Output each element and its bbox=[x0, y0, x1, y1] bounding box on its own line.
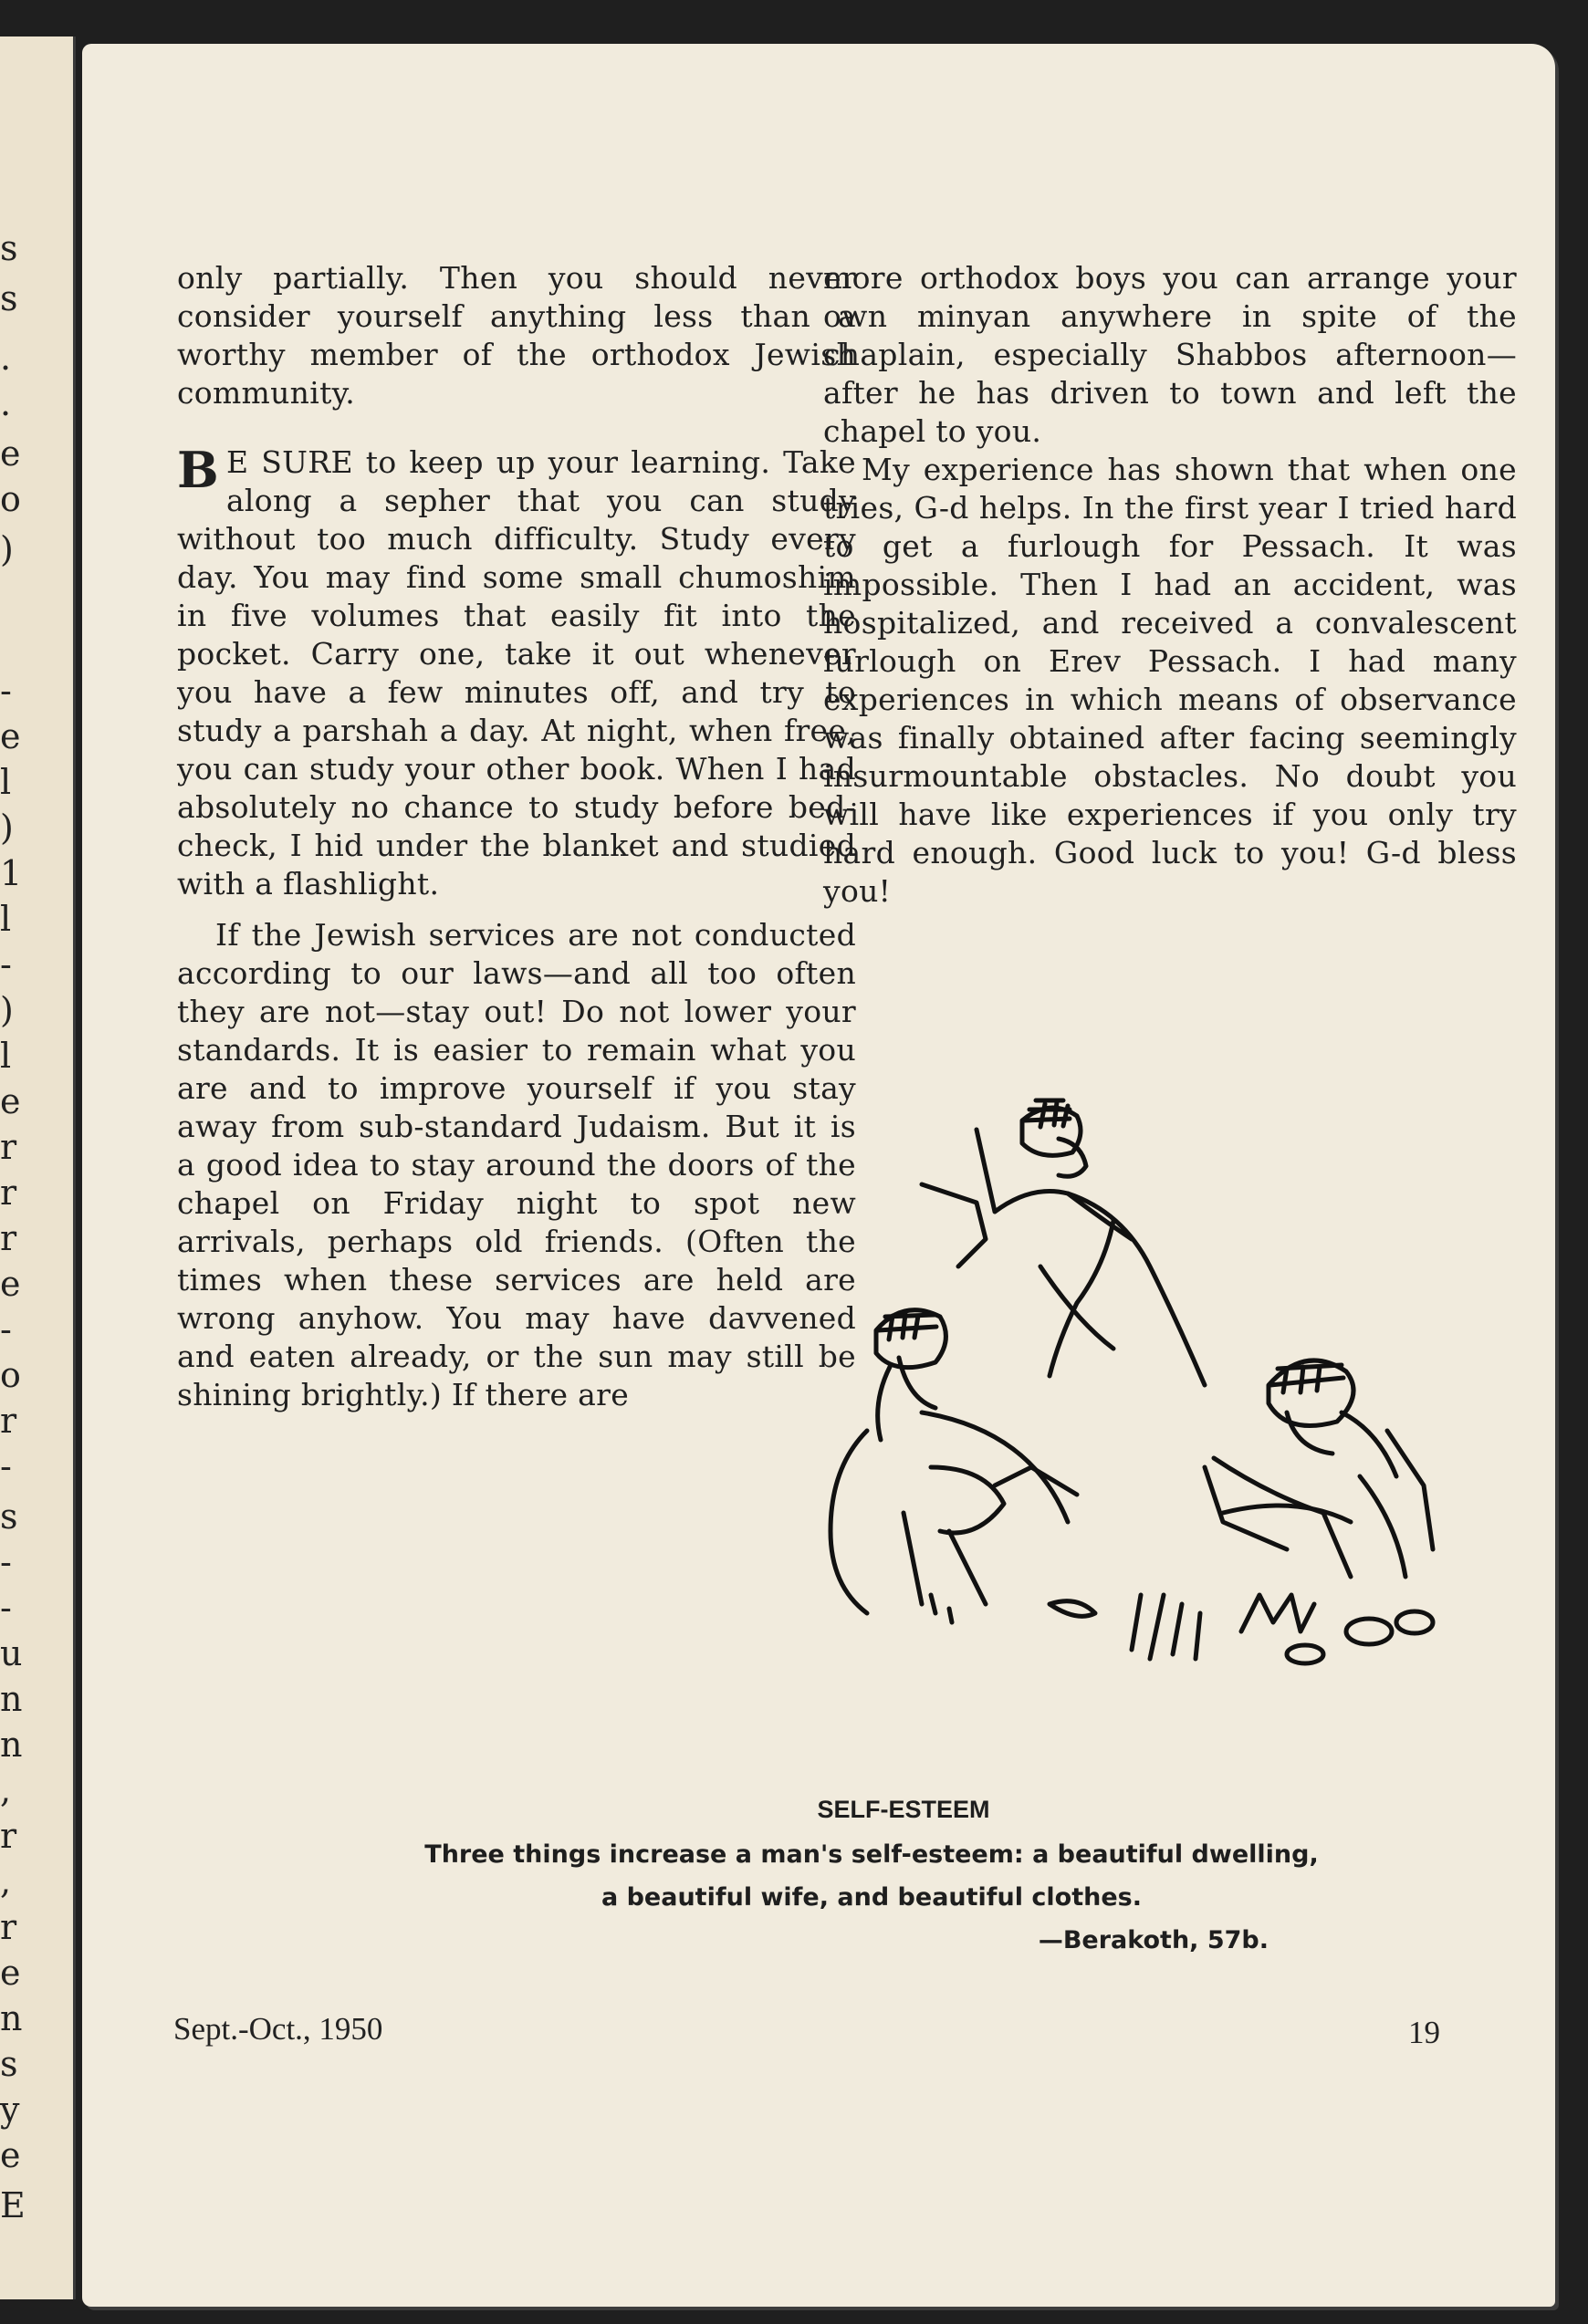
facing-page-edge bbox=[0, 36, 76, 2299]
facing-page-fragment: e bbox=[0, 2135, 21, 2175]
facing-page-fragment: s bbox=[0, 228, 18, 268]
facing-page-fragment: 1 bbox=[0, 853, 23, 893]
facing-page-fragment: - bbox=[0, 944, 12, 985]
paragraph-continued: only partially. Then you should never consider yourself anything less than a worthy member of the orthodox Jewish community. bbox=[177, 260, 856, 411]
magazine-page bbox=[82, 44, 1555, 2307]
facing-page-fragment: l bbox=[0, 899, 12, 939]
facing-page-fragment: ) bbox=[0, 529, 14, 569]
soldiers-illustration bbox=[812, 1084, 1506, 1704]
facing-page-fragment: , bbox=[0, 1770, 12, 1810]
facing-page-fragment: . bbox=[0, 338, 12, 378]
seated-soldier-figure bbox=[831, 1310, 1077, 1613]
facing-page-fragment: s bbox=[0, 1496, 18, 1537]
paragraph-minyan: more orthodox boys you can arrange your own minyan anywhere in spite of the chaplain, especially Shabbos afternoon—after he has driven to town and left the chapel to you. bbox=[823, 260, 1517, 449]
facing-page-fragment: n bbox=[0, 1998, 23, 2038]
paragraph-be-sure bbox=[177, 443, 856, 903]
facing-page-fragment: r bbox=[0, 1218, 17, 1258]
quote-title: SELF-ESTEEM bbox=[817, 1796, 990, 1823]
drop-cap-letter: B bbox=[177, 441, 219, 499]
self-esteem-quote bbox=[374, 1796, 1323, 1954]
facing-page-fragment: - bbox=[0, 1542, 12, 1582]
facing-page-fragment: r bbox=[0, 1127, 17, 1167]
page-number: 19 bbox=[1408, 2015, 1440, 2050]
facing-page-fragment: . bbox=[0, 383, 12, 423]
facing-page-fragment: e bbox=[0, 716, 21, 756]
standing-soldier-figure bbox=[922, 1100, 1205, 1385]
paragraph-services: If the Jewish services are not conducted according to our laws—and all too often they are not—stay out! Do not lower your standards. It is easier to remain what you are and to improve yourself if you stay away from sub-standard Judaism. But it is a good idea to stay around the doors of the chapel on Friday night to spot new arrivals, perhaps old friends. (Often the times when these services are held are wrong anyhow. You may have davvened and eaten already, or the sun may still be shining brightly.) If there are bbox=[177, 917, 856, 1412]
facing-page-fragment: E bbox=[0, 2185, 26, 2225]
facing-page-fragment: , bbox=[0, 1861, 12, 1902]
facing-page-fragment: - bbox=[0, 671, 12, 711]
facing-page-fragment: r bbox=[0, 1816, 17, 1856]
facing-page-fragment: ) bbox=[0, 990, 14, 1030]
facing-page-fragment: o bbox=[0, 1355, 21, 1395]
facing-page-fragment: s bbox=[0, 278, 18, 318]
right-column bbox=[823, 259, 1517, 911]
paragraph-be-sure-text: E SURE to keep up your learning. Take along a sepher that you can study without too much difficulty. Study every day. You may find some small chumoshim in five volumes that easily fit into the pocket. Carry one, take it out whenever you have a few minutes off, and try to study a parshah a day. At night, when free, you can study your other book. When I had absolutely no chance to study before bed-check, I hid under the blanket and studied with a flashlight. bbox=[177, 444, 856, 901]
facing-page-fragment: y bbox=[0, 2090, 20, 2130]
facing-page-fragment: l bbox=[0, 1036, 12, 1076]
facing-page-text-fragments bbox=[0, 36, 26, 2299]
facing-page-fragment: e bbox=[0, 1081, 21, 1121]
issue-date: Sept.-Oct., 1950 bbox=[173, 2011, 383, 2047]
facing-page-fragment: - bbox=[0, 1309, 12, 1350]
facing-page-fragment: - bbox=[0, 1446, 12, 1486]
facing-page-fragment: e bbox=[0, 1264, 21, 1304]
facing-page-fragment: - bbox=[0, 1588, 12, 1628]
quote-source: —Berakoth, 57b. bbox=[1038, 1926, 1269, 1954]
facing-page-fragment: e bbox=[0, 433, 21, 474]
facing-page-fragment: ) bbox=[0, 808, 14, 848]
facing-page-fragment: r bbox=[0, 1401, 17, 1441]
facing-page-fragment: r bbox=[0, 1172, 17, 1213]
facing-page-fragment: n bbox=[0, 1725, 23, 1765]
facing-page-fragment: e bbox=[0, 1953, 21, 1993]
reading-soldier-figure bbox=[1205, 1360, 1433, 1577]
ground-scribble bbox=[931, 1595, 1433, 1663]
left-column bbox=[177, 259, 856, 1414]
facing-page-fragment: l bbox=[0, 762, 12, 802]
facing-page-fragment: u bbox=[0, 1633, 23, 1673]
facing-page-fragment: r bbox=[0, 1907, 17, 1947]
paragraph-experience: My experience has shown that when one tries, G-d helps. In the first year I tried hard to get a furlough for Pessach. It was impossible. Then I had an accident, was hospitalized, and received a convalescent furlough on Erev Pessach. I had many experiences in which means of observance was finally obtained after facing seemingly insurmountable obstacles. No doubt you will have like experiences if you only try hard enough. Good luck to you! G-d bless you! bbox=[823, 452, 1517, 909]
facing-page-fragment: s bbox=[0, 2044, 18, 2084]
quote-body: Three things increase a man's self-esteem: a beautiful dwelling, a beautiful wife, and beautiful clothes. bbox=[424, 1840, 1319, 1912]
facing-page-fragment: n bbox=[0, 1679, 23, 1719]
facing-page-fragment: o bbox=[0, 479, 21, 519]
